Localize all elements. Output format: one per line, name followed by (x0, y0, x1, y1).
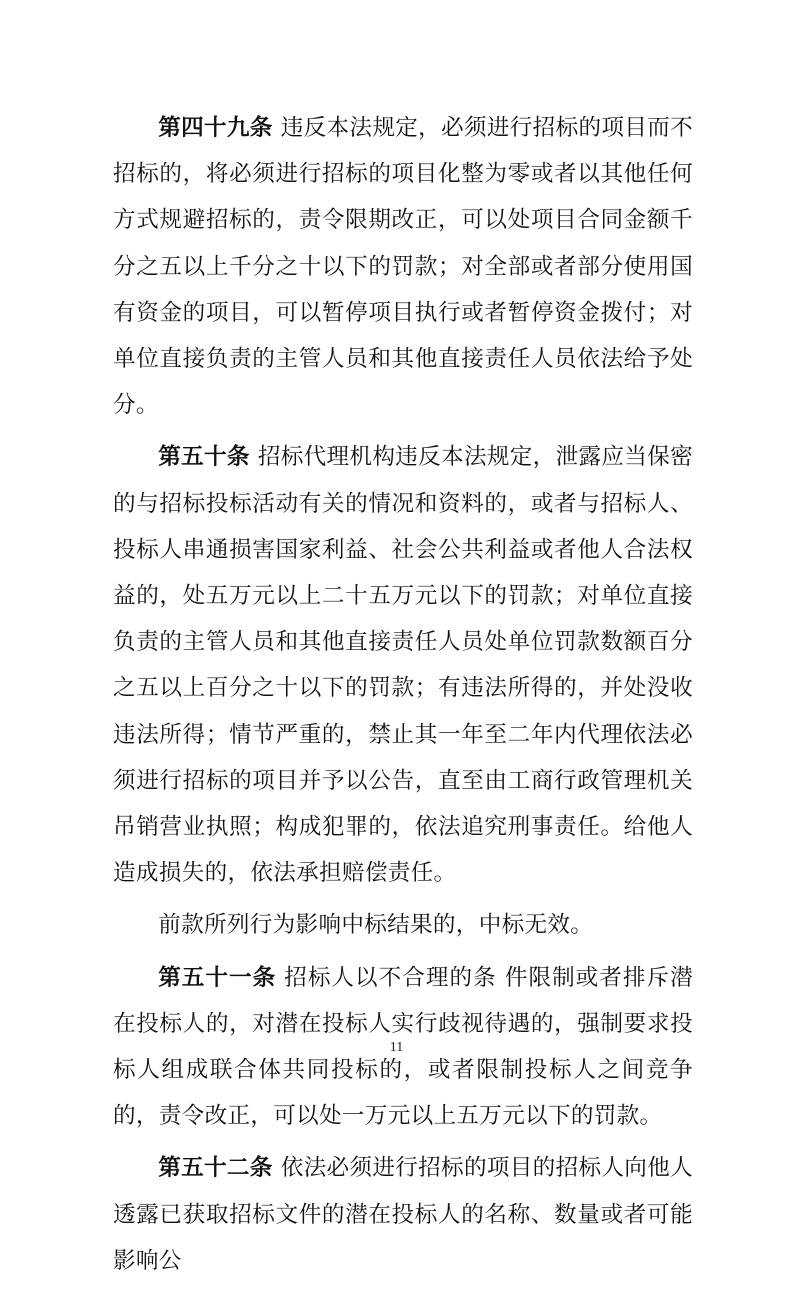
article-50-clause-2 (113, 902, 693, 948)
article-51-heading: 第五十一条 (158, 964, 277, 991)
page-number: 11 (389, 1040, 404, 1055)
article-49-heading: 第四十九条 (158, 115, 273, 141)
article-50-clause-2-text: 前款所列行为影响中标结果的，中标无效。 (158, 912, 594, 939)
article-50 (113, 434, 693, 896)
article-52 (113, 1145, 693, 1284)
article-50-text: 招标代理机构违反本法规定，泄露应当保密的与招标投标活动有关的情况和资料的，或者与招标人、投标人串通损害国家利益、社会公共利益或者他人合法权益的，处五万元以上二十五万元以下的罚款；对单位直接负责的主管人员和其他直接责任人员处单位罚款数额百分之五以上百分之十以下的罚款；有违法所得的，并处没收违法所得；情节严重的，禁止其一年至二年内代理依法必须进行招标的项目并予以公告，直至由工商行政管理机关吊销营业执照；构成犯罪的，依法追究刑事责任。给他人造成损失的，依法承担赔偿责任。 (113, 444, 693, 887)
article-52-heading: 第五十二条 (158, 1155, 273, 1182)
article-49 (113, 105, 693, 428)
article-52-text: 依法必须进行招标的项目的招标人向他人透露已获取招标文件的潜在投标人的名称、数量或者可能影响公 (113, 1155, 693, 1274)
article-51-text: 招标人以不合理的条 件限制或者排斥潜在投标人的，对潜在投标人实行歧视待遇的，强制要求投标人组成联合体共同投标的，或者限制投标人之间竞争的，责令改正，可以处一万元以上五万元以下的罚款。 (113, 964, 693, 1130)
article-49-text: 违反本法规定，必须进行招标的项目而不招标的，将必须进行招标的项目化整为零或者以其他任何方式规避招标的，责令限期改正，可以处项目合同金额千分之五以上千分之十以下的罚款；对全部或者部分使用国有资金的项目，可以暂停项目执行或者暂停资金拨付；对单位直接负责的主管人员和其他直接责任人员依法给予处分。 (113, 115, 693, 419)
article-50-heading: 第五十条 (158, 444, 250, 471)
document-body (113, 105, 693, 1290)
